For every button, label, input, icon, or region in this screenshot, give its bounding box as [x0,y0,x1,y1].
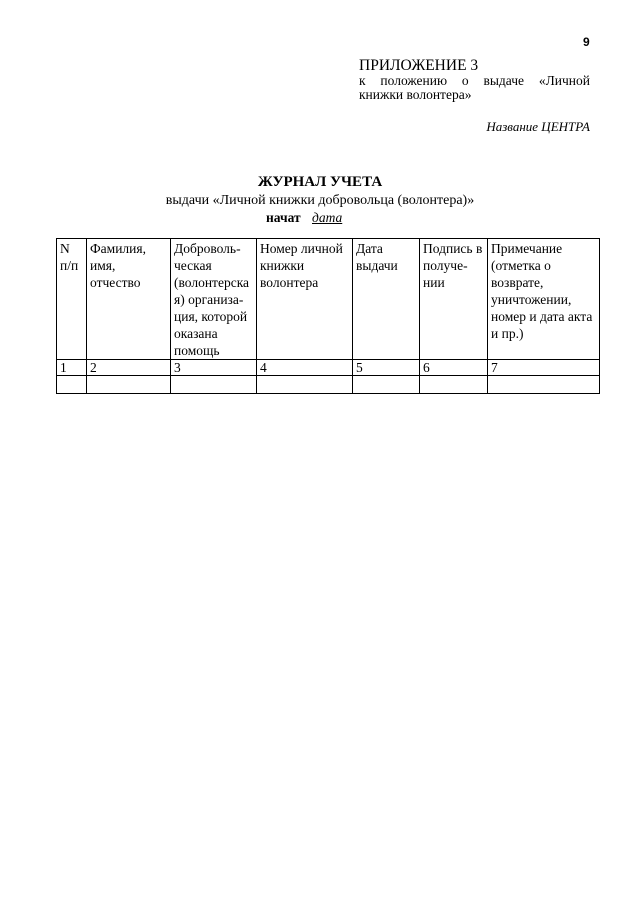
column-number-cell: 2 [87,360,171,376]
journal-title: ЖУРНАЛ УЧЕТА [257,174,383,190]
started-date: дата [312,210,343,225]
header-cell: Номер личной книжки волонтера [257,239,353,360]
table-number-row [57,360,600,376]
empty-cell[interactable] [57,376,87,394]
appendix-subtitle-line1: к положению о выдаче «Личной [359,73,590,88]
journal-table [56,238,600,394]
table-empty-row [57,376,600,394]
empty-cell[interactable] [420,376,488,394]
appendix-header [359,58,590,102]
column-number-cell: 6 [420,360,488,376]
empty-cell[interactable] [488,376,600,394]
center-name: Название ЦЕНТРА [486,119,590,134]
header-cell: N п/п [57,239,87,360]
table-header-row [57,239,600,360]
empty-cell[interactable] [87,376,171,394]
appendix-subtitle-line2: книжки волонтера» [359,87,472,102]
header-cell: Фамилия, имя, отчество [87,239,171,360]
empty-cell[interactable] [353,376,420,394]
page-number: 9 [583,35,590,49]
appendix-subtitle [359,74,590,102]
appendix-title: ПРИЛОЖЕНИЕ 3 [359,57,479,74]
journal-started [0,210,640,226]
header-cell: Доброволь-ческая (волонтерская) организа-ция, которой оказана помощь [171,239,257,360]
header-cell: Примечание (отметка о возврате, уничтожении, номер и дата акта и пр.) [488,239,600,360]
column-number-cell: 4 [257,360,353,376]
started-label: начат [265,210,301,225]
header-cell: Дата выдачи [353,239,420,360]
empty-cell[interactable] [257,376,353,394]
column-number-cell: 7 [488,360,600,376]
column-number-cell: 1 [57,360,87,376]
header-cell: Подпись в получе-нии [420,239,488,360]
column-number-cell: 3 [171,360,257,376]
journal-subtitle: выдачи «Личной книжки добровольца (волонтера)» [165,193,475,208]
column-number-cell: 5 [353,360,420,376]
empty-cell[interactable] [171,376,257,394]
